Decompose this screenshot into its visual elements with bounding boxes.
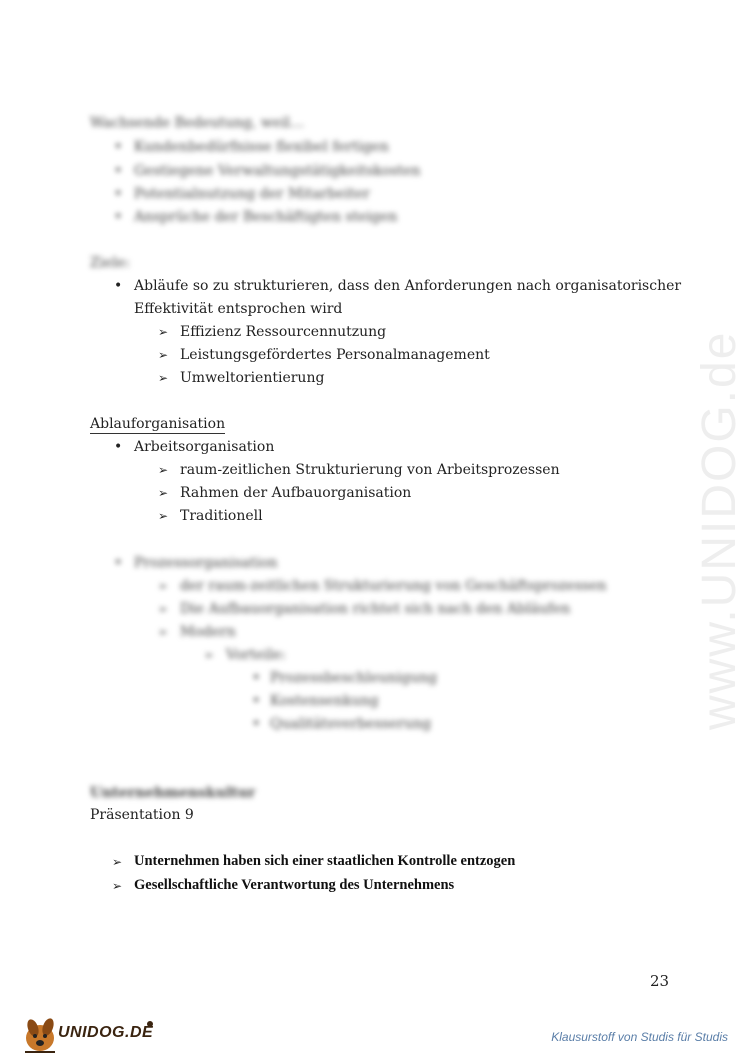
arrow-bullet-icon: ➢ <box>158 579 169 593</box>
arrow-bullet-icon: ➢ <box>158 463 169 477</box>
page-number: 23 <box>650 972 670 990</box>
arrow-bullet-icon: ➢ <box>158 371 169 385</box>
ablauf-heading <box>90 415 225 433</box>
logo-text: UNIDOG.DE <box>58 1024 154 1041</box>
bullet-icon: • <box>114 163 123 179</box>
ziele-sub-item: Leistungsgefördertes Personalmanagement <box>180 347 490 363</box>
arrow-bullet-icon: ➢ <box>158 509 169 523</box>
bullet-icon: • <box>114 186 123 202</box>
arrow-bullet-icon: ➢ <box>158 625 169 639</box>
arrow-bullet-icon: ➢ <box>112 879 123 893</box>
arrow-bullet-icon: ➢ <box>112 855 123 869</box>
watermark: www.UNIDOG.de <box>693 330 746 730</box>
arbeits-sub-item: Traditionell <box>180 508 263 524</box>
prozess-label: Prozessorganisation <box>134 555 278 571</box>
vorteile-item: Kostensenkung <box>270 693 379 709</box>
bullet-icon: • <box>114 209 123 225</box>
bullet-icon: • <box>114 439 123 455</box>
wachsende-item: Gestiegene Verwaltungstätigkeitskosten <box>134 163 421 179</box>
wachsende-item: Potentialnutzung der Mitarbeiter <box>134 186 370 202</box>
arrow-bullet-icon: ➢ <box>158 486 169 500</box>
wachsende-heading: Wachsende Bedeutung, weil… <box>90 115 305 131</box>
ziele-main-line1: Abläufe so zu strukturieren, dass den Anforderungen nach organisatorischer <box>134 278 682 294</box>
arrow-bullet-icon: ➢ <box>158 602 169 616</box>
arrow-bullet-icon: ➢ <box>158 348 169 362</box>
prozess-sub-item: der raum-zeitlichen Strukturierung von Geschäftsprozessen <box>180 578 607 594</box>
praesentation-label: Präsentation 9 <box>90 807 194 823</box>
bullet-icon: • <box>252 693 261 709</box>
arbeits-sub-item: Rahmen der Aufbauorganisation <box>180 485 412 501</box>
arbeits-sub-item: raum-zeitlichen Strukturierung von Arbeitsprozessen <box>180 462 560 478</box>
prozess-sub-item: Modern <box>180 624 236 640</box>
vorteile-label: Vorteile: <box>226 647 286 663</box>
unternehmen-heading: Unternehmenskultur <box>90 785 256 801</box>
bullet-icon: • <box>114 278 123 294</box>
bold-item: Gesellschaftliche Verantwortung des Unternehmens <box>134 877 455 893</box>
ziele-heading: Ziele: <box>90 255 130 271</box>
wachsende-item: Ansprüche der Beschäftigten steigen <box>134 209 398 225</box>
ziele-sub-item: Umweltorientierung <box>180 370 325 386</box>
bold-item: Unternehmen haben sich einer staatlichen Kontrolle entzogen <box>134 853 516 869</box>
prozess-sub-item: Die Aufbauorganisation richtet sich nach den Abläufen <box>180 601 571 617</box>
arrow-bullet-icon: ➢ <box>204 648 215 662</box>
bullet-icon: • <box>252 716 261 732</box>
arbeits-label: Arbeitsorganisation <box>134 439 275 455</box>
arrow-bullet-icon: ➢ <box>158 325 169 339</box>
bullet-icon: • <box>114 555 123 571</box>
vorteile-item: Prozessbeschleunigung <box>270 670 438 686</box>
ablauf-heading-text: Ablauforganisation <box>90 416 226 432</box>
wachsende-item: Kundenbedürfnisse flexibel fertigen <box>134 139 389 155</box>
vorteile-item: Qualitätsverbesserung <box>270 716 432 732</box>
ziele-sub-item: Effizienz Ressourcennutzung <box>180 324 387 340</box>
ziele-main-line2: Effektivität entsprochen wird <box>134 301 343 317</box>
bullet-icon: • <box>252 670 261 686</box>
footer-tagline: Klausurstoff von Studis für Studis <box>551 1030 728 1044</box>
bullet-icon: • <box>114 139 123 155</box>
